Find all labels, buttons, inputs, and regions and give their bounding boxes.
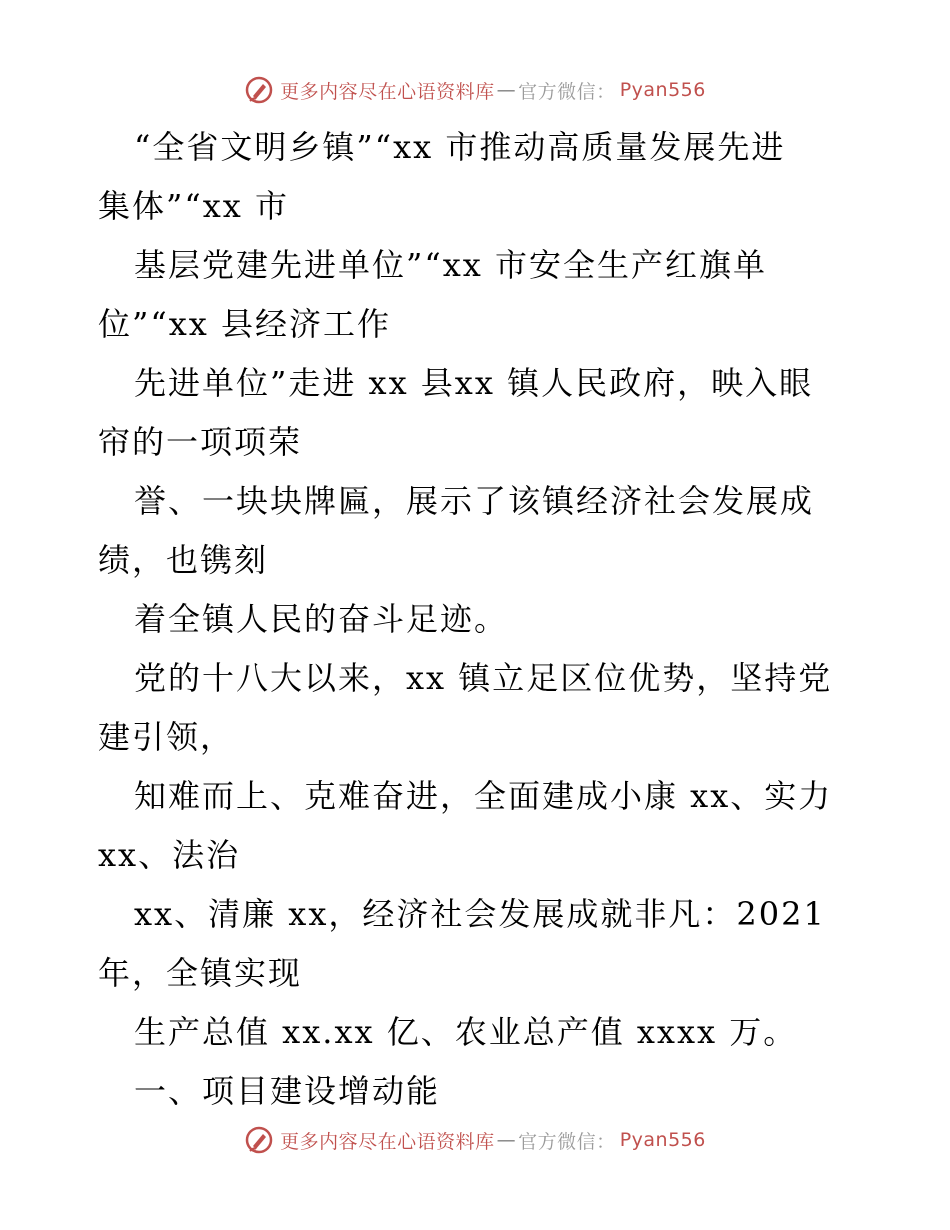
paragraph-line: xx、清廉 xx，经济社会发展成就非凡：2021 — [134, 895, 826, 933]
watermark-separator: — — [496, 79, 517, 101]
watermark-text: 更多内容尽在心语资料库 — [280, 1130, 495, 1153]
watermark-wechat-id: Pyan556 — [619, 1129, 706, 1151]
section-heading: 一、项目建设增动能 — [134, 1072, 441, 1110]
paragraph-line: 先进单位”走进 xx 县xx 镇人民政府，映入眼 — [134, 364, 814, 402]
footer-watermark — [0, 1120, 950, 1160]
paragraph-line: 知难而上、克难奋进，全面建成小康 xx、实力 — [134, 777, 833, 815]
paragraph-line: 着全镇人民的奋斗足迹。 — [134, 600, 509, 638]
paragraph-line: 基层党建先进单位”“xx 市安全生产红旗单 — [134, 246, 767, 284]
paragraph-line: 绩，也镌刻 — [98, 541, 269, 579]
paragraph-line: 年，全镇实现 — [98, 954, 303, 992]
paragraph-line: “全省文明乡镇”“xx 市推动高质量发展先进 — [134, 128, 786, 166]
watermark-wechat-label: 官方微信： — [518, 80, 616, 103]
watermark-wechat-id: Pyan556 — [619, 79, 706, 101]
document-body — [98, 118, 858, 1121]
watermark-text: 更多内容尽在心语资料库 — [280, 80, 495, 103]
paragraph-line: 生产总值 xx.xx 亿、农业总产值 xxxx 万。 — [134, 1013, 798, 1051]
paragraph-line: 建引领， — [98, 718, 235, 756]
paragraph-line: xx、法治 — [98, 836, 241, 874]
watermark-separator: — — [496, 1129, 517, 1151]
paragraph-line: 帘的一项项荣 — [98, 423, 303, 461]
paragraph-line: 誉、一块块牌匾，展示了该镇经济社会发展成 — [134, 482, 815, 520]
paragraph-line: 党的十八大以来，xx 镇立足区位优势，坚持党 — [134, 659, 833, 697]
pen-logo-icon — [244, 1125, 274, 1155]
header-watermark — [0, 70, 950, 110]
paragraph-line: 位”“xx 县经济工作 — [98, 305, 391, 343]
watermark-wechat-label: 官方微信： — [518, 1130, 616, 1153]
pen-logo-icon — [244, 75, 274, 105]
paragraph-line: 集体”“xx 市 — [98, 187, 289, 225]
